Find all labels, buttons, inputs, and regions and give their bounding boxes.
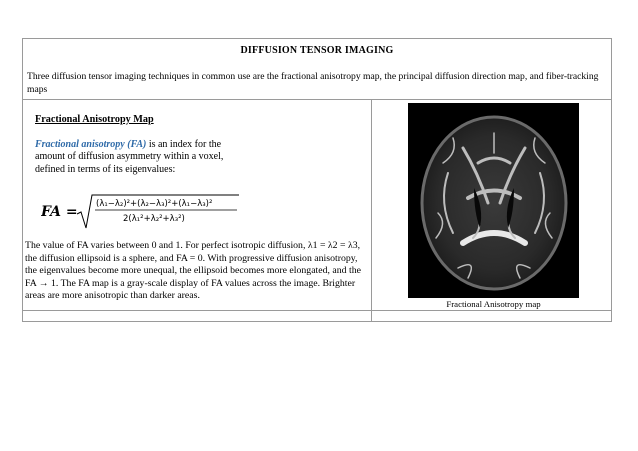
fa-term: Fractional anisotropy (FA) [35, 139, 147, 150]
document-title: DIFFUSION TENSOR IMAGING [240, 45, 394, 56]
title-cell [23, 39, 612, 100]
fa-map-image [408, 103, 579, 298]
svg-text:2(λ₁²+λ₂²+λ₃²): 2(λ₁²+λ₂²+λ₃²) [123, 214, 185, 224]
image-caption: Fractional Anisotropy map [446, 299, 541, 309]
fa-value-explanation: The value of FA varies between 0 and 1. For perfect isotropic diffusion, λ1 = λ2 = λ3, the diffusion ellipsoid is a sphere, and FA = 0. With progressive diffusion anisotropy, the eigenvalues become more unequal, the ellipsoid becomes more elongated, and the FA → 1. The FA map is a gray-scale display of FA values across the image. Brighter areas are more anisotropic than darker areas. [25, 240, 361, 302]
section-heading: Fractional Anisotropy Map [35, 114, 154, 125]
intro-text: Three diffusion tensor imaging techniques in common use are the fractional anisotropy map, the principal diffusion direction map, and fiber-tracking maps [27, 71, 599, 95]
fa-image-cell [372, 100, 612, 311]
svg-text:(λ₁−λ₂)²+(λ₂−λ₃)²+(λ₁−λ₃)²: (λ₁−λ₂)²+(λ₂−λ₃)²+(λ₁−λ₃)² [96, 199, 213, 209]
fa-definition [35, 139, 231, 176]
fa-definition-text: is an index for the amount of diffusion asymmetry within a voxel, defined in terms of its eigenvalues: [35, 139, 224, 175]
empty-cell-left [23, 311, 372, 322]
fa-description-cell [23, 100, 372, 311]
brain-scan-graphic [408, 103, 579, 298]
document-table [22, 38, 612, 322]
empty-cell-right [372, 311, 612, 322]
svg-text:FA =: FA = [41, 204, 78, 220]
fa-formula [41, 192, 241, 232]
